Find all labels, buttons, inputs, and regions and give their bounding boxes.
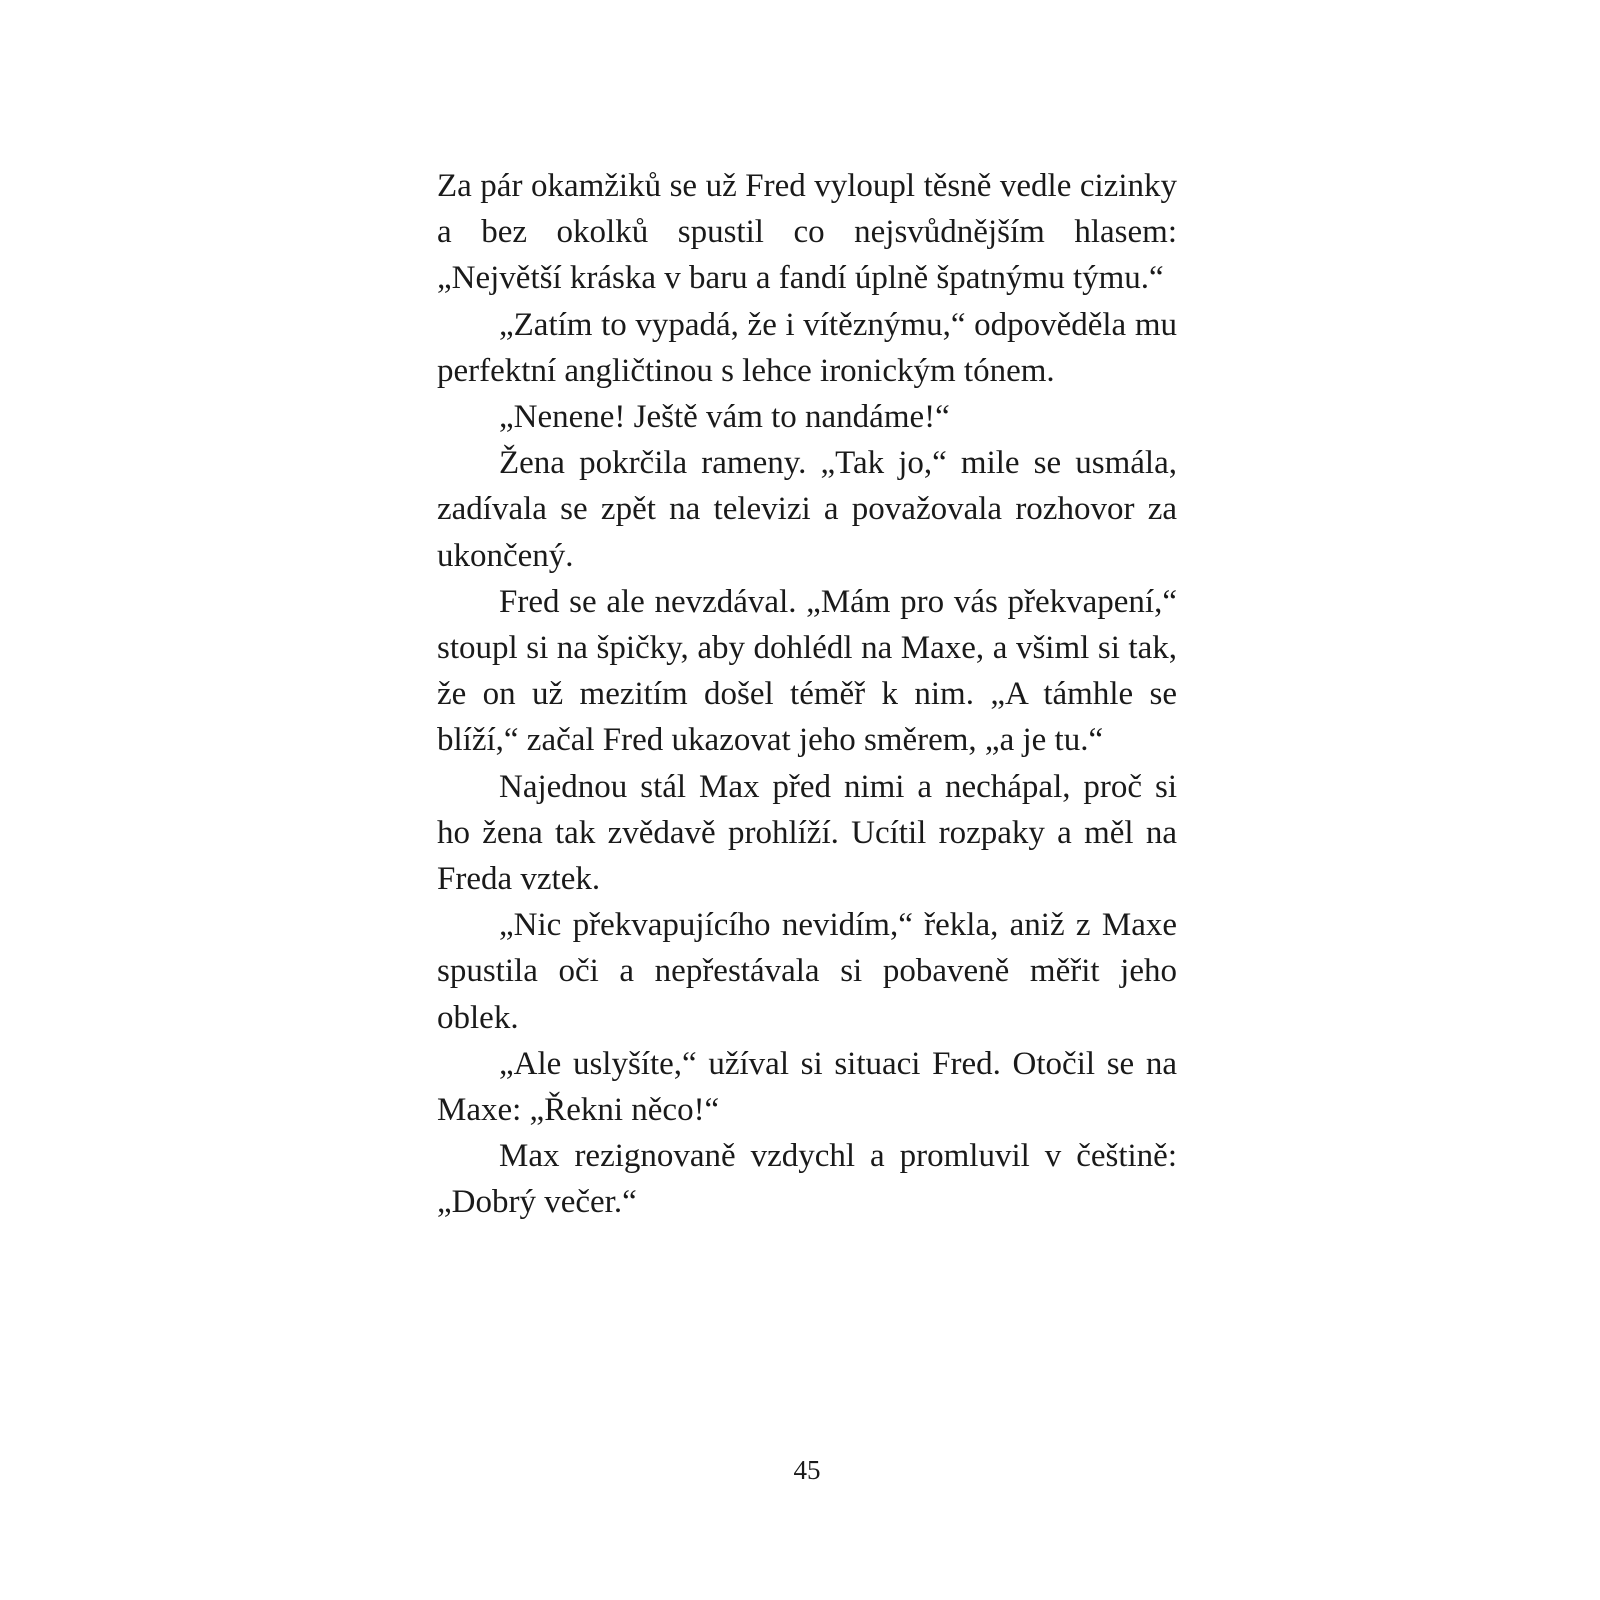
paragraph-5: Fred se ale nevzdával. „Mám pro vás překvapení,“ stoupl si na špičky, aby dohlédl na Maxe, a všiml si tak, že on už mezitím došel téměř k nim. „A támhle se blíží,“ začal Fred ukazovat jeho směrem, „a je tu.“ bbox=[437, 583, 1177, 759]
paragraph-1: Za pár okamžiků se už Fred vyloupl těsně vedle cizinky a bez okolků spustil co nejsvůdnějším hlasem: „Největší kráska v baru a fandí úplně špatnýmu týmu.“ bbox=[437, 168, 1177, 297]
paragraph-9: Max rezignovaně vzdychl a promluvil v češtině: „Dobrý večer.“ bbox=[437, 1138, 1177, 1221]
paragraph-8: „Ale uslyšíte,“ užíval si situaci Fred. Otočil se na Maxe: „Řekni něco!“ bbox=[437, 1045, 1177, 1129]
paragraph-3: „Nenene! Ještě vám to nandáme!“ bbox=[499, 399, 950, 436]
body-text bbox=[437, 163, 1177, 1226]
paragraph-7: „Nic překvapujícího nevidím,“ řekla, aniž z Maxe spustila oči a nepřestávala si pobaveně měřit jeho oblek. bbox=[437, 907, 1177, 1036]
paragraph-2: „Zatím to vypadá, že i vítěznýmu,“ odpověděla mu perfektní angličtinou s lehce ironickým tónem. bbox=[437, 306, 1177, 389]
page-number: 45 bbox=[793, 1455, 821, 1485]
paragraph-4: Žena pokrčila rameny. „Tak jo,“ mile se usmála, zadívala se zpět na televizi a považovala rozhovor za ukončený. bbox=[437, 445, 1177, 574]
paragraph-6: Najednou stál Max před nimi a nechápal, proč si ho žena tak zvědavě prohlíží. Ucítil rozpaky a měl na Freda vztek. bbox=[437, 768, 1177, 898]
